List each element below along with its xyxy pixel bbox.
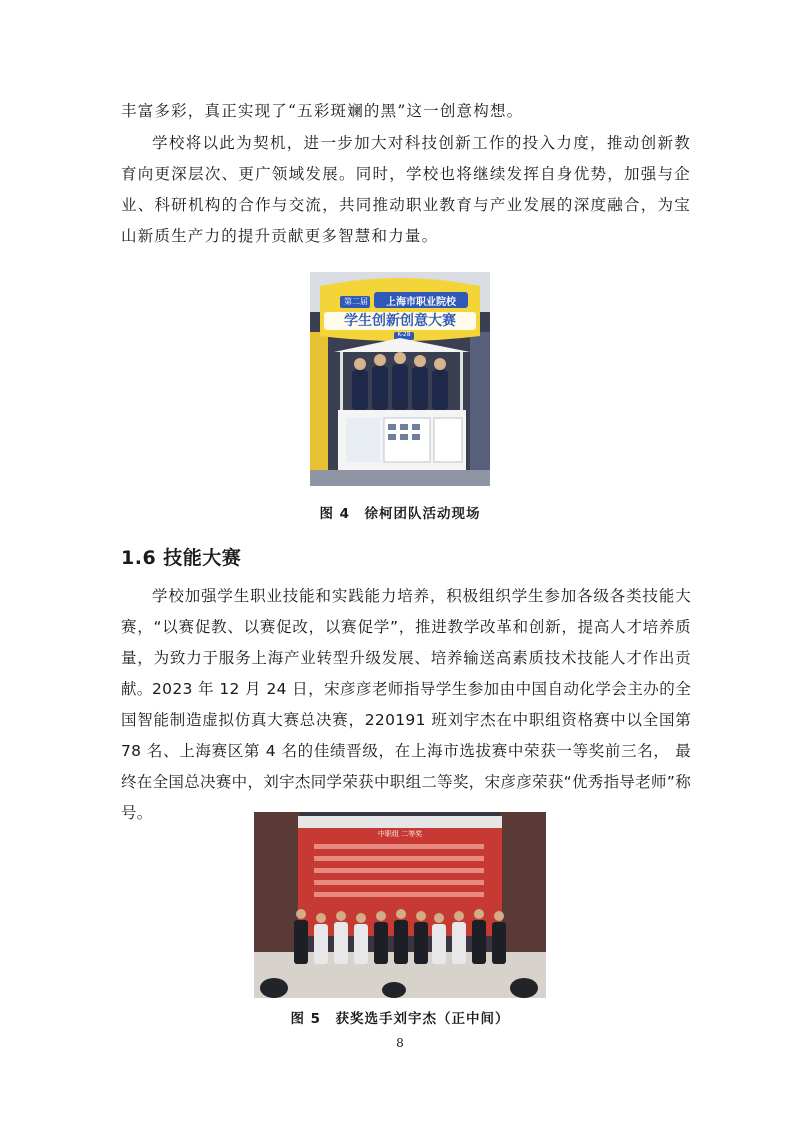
paragraph-school-plan: 学校将以此为契机，进一步加大对科技创新工作的投入力度，推动创新教育向更深层次、更广领域发展。同时，学校也将继续发挥自身优势，加强与企业、科研机构的合作与交流，共同推动职业教育与产业发展的深度融合，为宝山新质生产力的提升贡献更多智慧和力量。 [121, 134, 691, 245]
figure-4-photo [310, 272, 490, 486]
award-ceremony-illustration [254, 812, 546, 998]
paragraph-competition-result: 2023 年 12 月 24 日，宋彦彦老师指导学生参加由中国自动化学会主办的全国智能制造虚拟仿真大赛总决赛，220191 班刘宇杰在中职组资格赛中以全国第 78 名、上海赛区第 4 名的佳绩晋级，在上海市选拔赛中荣获一等奖前三名， 最终在全国总决赛中，刘宇杰同学荣获中职组二等奖，宋彦彦荣获“优秀指导老师”称号。 [121, 680, 691, 822]
banner-main-text: 学生创新创意大赛 [344, 313, 456, 329]
section-heading: 1.6 技能大赛 [121, 547, 242, 569]
banner-small-text: 第二届 [344, 297, 368, 306]
booth-tag: K-28 [397, 331, 411, 338]
figure-5-photo [254, 812, 546, 998]
figure-5-caption: 图 5 获奖选手刘宇杰（正中间） [290, 1011, 510, 1027]
page-number: 8 [396, 1036, 404, 1050]
figure-4-caption: 图 4 徐柯团队活动现场 [319, 506, 481, 522]
paragraph-skills-training: 学校加强学生职业技能和实践能力培养，积极组织学生参加各级各类技能大赛，“以赛促教、以赛促改，以赛促学”，推进教学改革和创新，提高人才培养质量，为致力于服务上海产业转型升级发展、培养输送高素质技术技能人才作出贡献。 [121, 587, 691, 698]
screen-subtitle: 中职组 二等奖 [377, 830, 423, 838]
banner-top-text: 上海市职业院校 [386, 297, 456, 308]
paragraph-continuation: 丰富多彩，真正实现了“五彩斑斓的黑”这一创意构想。 [121, 102, 524, 120]
